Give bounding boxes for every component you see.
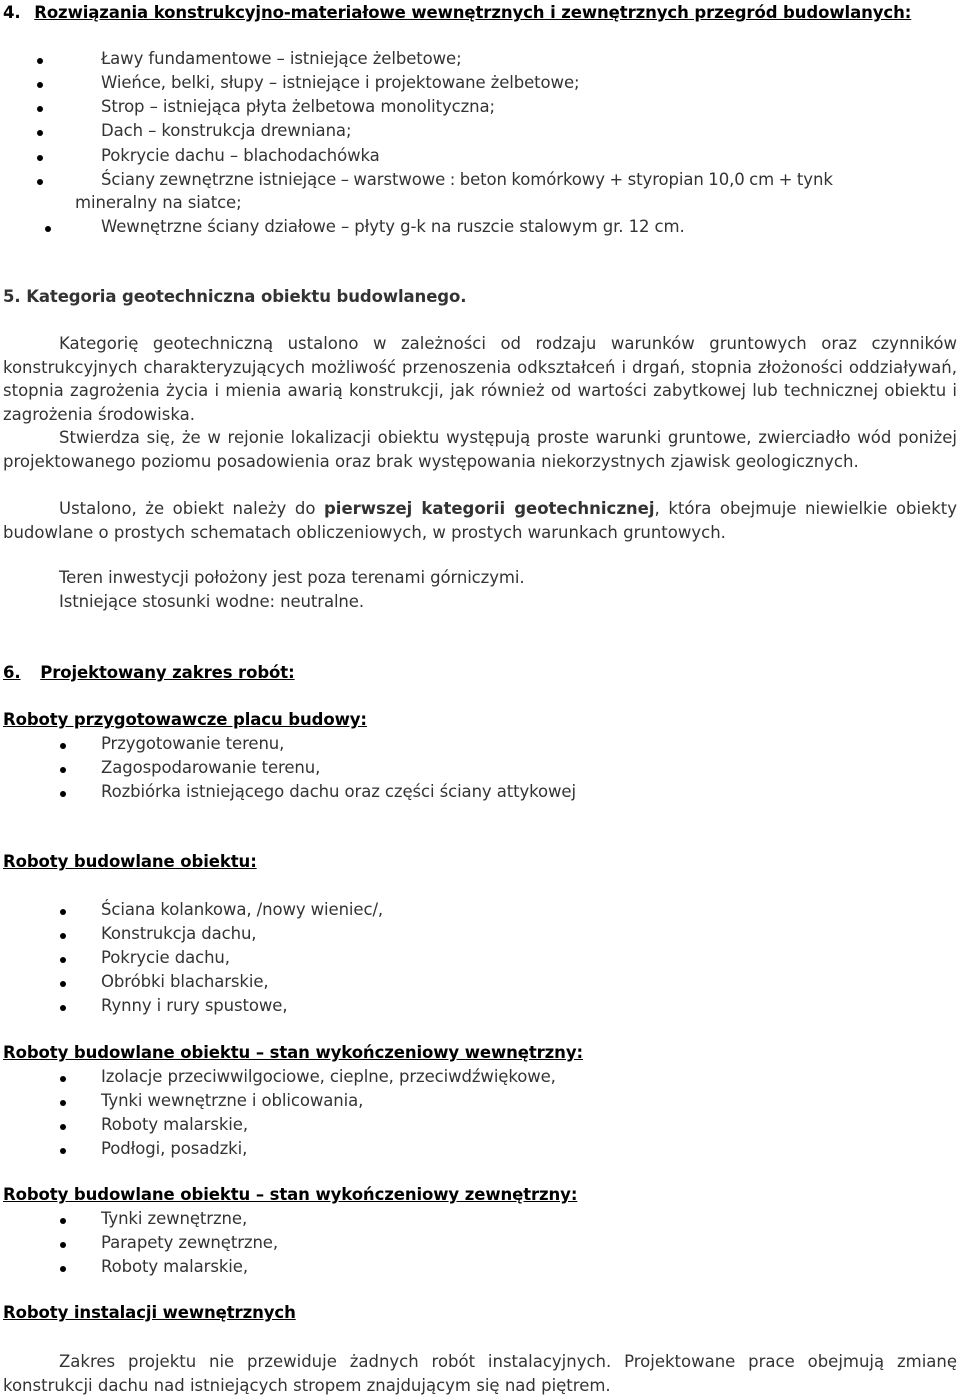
- section-4-heading: [3, 3, 911, 22]
- section-6-number: 6.: [3, 663, 21, 682]
- group-heading-text: Roboty instalacji wewnętrznych: [3, 1303, 296, 1322]
- section-6-heading: [3, 663, 295, 682]
- section-4-number: 4.: [3, 3, 21, 22]
- paragraph: [3, 497, 957, 544]
- bullet-icon: [60, 1100, 66, 1106]
- list-item-continuation: mineralny na siatce;: [75, 193, 242, 212]
- list-item: Strop – istniejąca płyta żelbetowa monolityczna;: [101, 97, 496, 116]
- list-item: Konstrukcja dachu,: [101, 924, 257, 943]
- bullet-icon: [60, 791, 66, 797]
- bullet-icon: [60, 1148, 66, 1154]
- closing-paragraph: Zakres projektu nie przewiduje żadnych robót instalacyjnych. Projektowane prace obejmują zmianę konstrukcji dachu nad istniejących stropem znajdującym się nad piętrem.: [3, 1352, 957, 1395]
- group-heading-text: Roboty przygotowawcze placu budowy:: [3, 710, 367, 729]
- list-item: Wieńce, belki, słupy – istniejące i projektowane żelbetowe;: [101, 73, 580, 92]
- group-heading: [3, 1043, 583, 1062]
- section-5-heading: 5. Kategoria geotechniczna obiektu budowlanego.: [3, 287, 467, 306]
- list-item: Tynki wewnętrzne i oblicowania,: [101, 1091, 364, 1110]
- list-item: Podłogi, posadzki,: [101, 1139, 248, 1158]
- bullet-icon: [60, 1242, 66, 1248]
- bullet-icon: [60, 1124, 66, 1130]
- list-item: Ściany zewnętrzne istniejące – warstwowe : beton komórkowy + styropian 10,0 cm + tynk: [101, 170, 833, 189]
- bullet-icon: [37, 155, 43, 161]
- text-line: Teren inwestycji położony jest poza terenami górniczymi.: [59, 568, 525, 587]
- bullet-icon: [60, 957, 66, 963]
- list-item: Izolacje przeciwwilgociowe, cieplne, przeciwdźwiękowe,: [101, 1067, 556, 1086]
- bullet-icon: [37, 58, 43, 64]
- bullet-icon: [45, 226, 51, 232]
- list-item: Wewnętrzne ściany działowe – płyty g-k na ruszcie stalowym gr. 12 cm.: [101, 217, 685, 236]
- list-item: Ściana kolankowa, /nowy wieniec/,: [101, 900, 384, 919]
- bullet-icon: [60, 1076, 66, 1082]
- bullet-icon: [60, 981, 66, 987]
- list-item: Obróbki blacharskie,: [101, 972, 269, 991]
- bullet-icon: [37, 82, 43, 88]
- list-item: Przygotowanie terenu,: [101, 734, 285, 753]
- group-heading-text: Roboty budowlane obiektu:: [3, 852, 257, 871]
- bullet-icon: [60, 743, 66, 749]
- paragraph-text: , która obejmuje niewielkie obiekty budowlane o prostych schematach obliczeniowych, w prostych warunkach gruntowych.: [3, 499, 957, 542]
- group-heading-text: Roboty budowlane obiektu – stan wykończeniowy wewnętrzny:: [3, 1043, 583, 1062]
- list-item: Dach – konstrukcja drewniana;: [101, 121, 352, 140]
- list-item: Pokrycie dachu,: [101, 948, 230, 967]
- group-heading: [3, 1303, 296, 1322]
- section-4-title: Rozwiązania konstrukcyjno-materiałowe wewnętrznych i zewnętrznych przegród budowlanych:: [34, 3, 912, 22]
- group-heading: [3, 852, 257, 871]
- bullet-icon: [60, 933, 66, 939]
- bullet-icon: [37, 106, 43, 112]
- bullet-icon: [60, 767, 66, 773]
- list-item: Roboty malarskie,: [101, 1115, 248, 1134]
- list-item: Rynny i rury spustowe,: [101, 996, 288, 1015]
- bullet-icon: [60, 1218, 66, 1224]
- group-heading: [3, 1185, 577, 1204]
- list-item: Zagospodarowanie terenu,: [101, 758, 321, 777]
- bullet-icon: [37, 130, 43, 136]
- bullet-icon: [60, 1266, 66, 1272]
- bullet-icon: [60, 909, 66, 915]
- group-heading: [3, 710, 367, 729]
- list-item: Rozbiórka istniejącego dachu oraz części ściany attykowej: [101, 782, 576, 801]
- section-6-title: Projektowany zakres robót:: [40, 663, 295, 682]
- list-item: Ławy fundamentowe – istniejące żelbetowe;: [101, 49, 462, 68]
- geotechnical-category: pierwszej kategorii geotechnicznej: [323, 499, 655, 518]
- paragraph-text: Ustalono, że obiekt należy do: [59, 499, 324, 518]
- list-item: Tynki zewnętrzne,: [101, 1209, 248, 1228]
- text-line: Istniejące stosunki wodne: neutralne.: [59, 592, 364, 611]
- bullet-icon: [37, 179, 43, 185]
- paragraph: Kategorię geotechniczną ustalono w zależności od rodzaju warunków gruntowych oraz czynników konstrukcyjnych charakteryzujących możliwość przenoszenia odkształceń i drgań, stopnia złożoności oddziaływań, stopnia zagrożenia życia i mienia awarią konstrukcji, jak również od wartości zabytkowej lub technicznej obiektu i zagrożenia środowiska.: [3, 334, 957, 424]
- paragraph: Stwierdza się, że w rejonie lokalizacji obiektu występują proste warunki gruntowe, zwierciadło wód poniżej projektowanego poziomu posadowienia oraz brak występowania niekorzystnych zjawisk geologicznych.: [3, 428, 957, 471]
- list-item: Pokrycie dachu – blachodachówka: [101, 146, 380, 165]
- group-heading-text: Roboty budowlane obiektu – stan wykończeniowy zewnętrzny:: [3, 1185, 578, 1204]
- list-item: Parapety zewnętrzne,: [101, 1233, 279, 1252]
- list-item: Roboty malarskie,: [101, 1257, 248, 1276]
- bullet-icon: [60, 1005, 66, 1011]
